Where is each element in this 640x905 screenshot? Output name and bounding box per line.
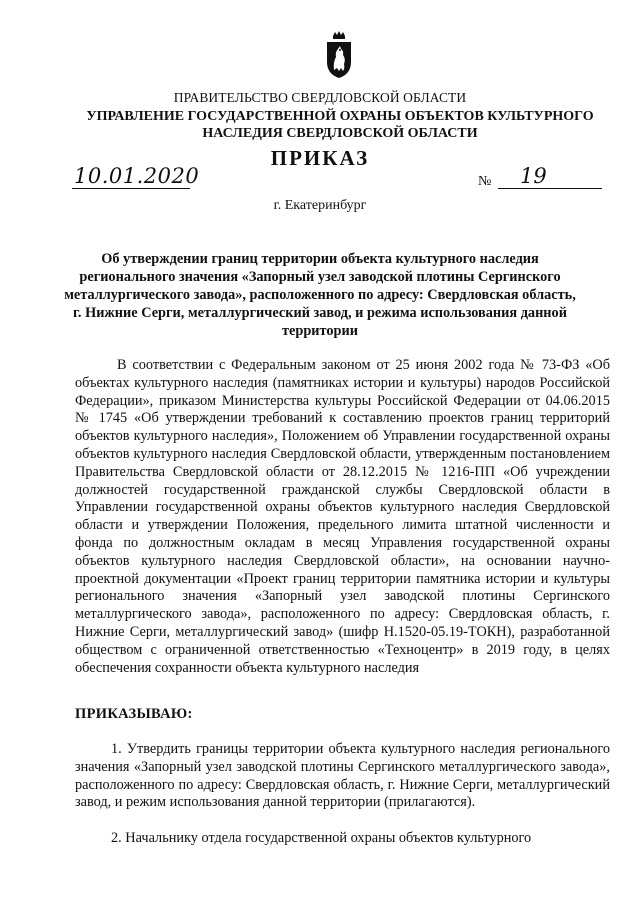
department-name: УПРАВЛЕНИЕ ГОСУДАРСТВЕННОЙ ОХРАНЫ ОБЪЕКТОВ КУЛЬТУРНОГО НАСЛЕДИЯ СВЕРДЛОВСКОЙ ОБЛАСТИ — [86, 109, 594, 141]
number-label: № — [478, 174, 492, 189]
government-name: ПРАВИТЕЛЬСТВО СВЕРДЛОВСКОЙ ОБЛАСТИ — [173, 90, 467, 105]
order-subject: Об утверждении границ территории объекта культурного наследия регионального значения «Запорный узел заводской плотины Сергинского металлургического завода», расположенного по адресу: Свердловская область, г. Нижние Серги, металлургический завод, и режима использования данной территории — [64, 251, 576, 339]
order-word: ПРИКАЗЫВАЮ: — [75, 706, 193, 722]
order-item-1: 1. Утвердить границы территории объекта культурного наследия регионального значения «Запорный узел заводской плотины Сергинского металлургического завода», расположенного по адресу: Свердловская область, г. Нижние Серги, металлургический завод, и режим использования данной территории (прилагаются). — [75, 741, 610, 811]
order-number: 19 — [520, 164, 547, 188]
order-date: 10.01.2020 — [74, 164, 200, 188]
preamble-paragraph: В соответствии с Федеральным законом от 25 июня 2002 года № 73-ФЗ «Об объектах культурного наследия (памятниках истории и культуры) народов Российской Федерации», приказом Министерства культуры Российской Федерации от 04.06.2015 № 1745 «Об утверждении требований к составлению проектов границ территорий объектов культурного наследия», Положением об Управлении государственной охраны объектов культурного наследия Свердловской области, утвержденным постановлением Правительства Свердловской области от 28.12.2015 № 1216-ПП «Об учреждении должностей государственной гражданской службы Свердловской области в Управлении государственной охраны объектов культурного наследия Свердловской области и утверждении Положения, предельного лимита штатной численности и фонда по должностным окладам в месяц Управления государственной охраны объектов культурного наследия Свердловской области», на основании научно-проектной документации «Проект границ территории памятника истории и культуры регионального значения «Запорный узел заводской плотины Сергинского металлургического завода», расположенного по адресу: Свердловская область, г. Нижние Серги, металлургический завод» (шифр Н.1520-05.19-ТОКН), разработанной обществом с ограниченной ответственностью «Техноцентр» в 2019 году, в целях обеспечения сохранности объекта культурного наследия — [75, 357, 610, 676]
city: г. Екатеринбург — [273, 198, 367, 213]
order-item-2: 2. Начальнику отдела государственной охраны объектов культурного — [111, 830, 532, 846]
number-underline — [498, 170, 602, 189]
document-type: ПРИКАЗ — [270, 146, 370, 170]
coat-of-arms-icon — [324, 30, 354, 80]
